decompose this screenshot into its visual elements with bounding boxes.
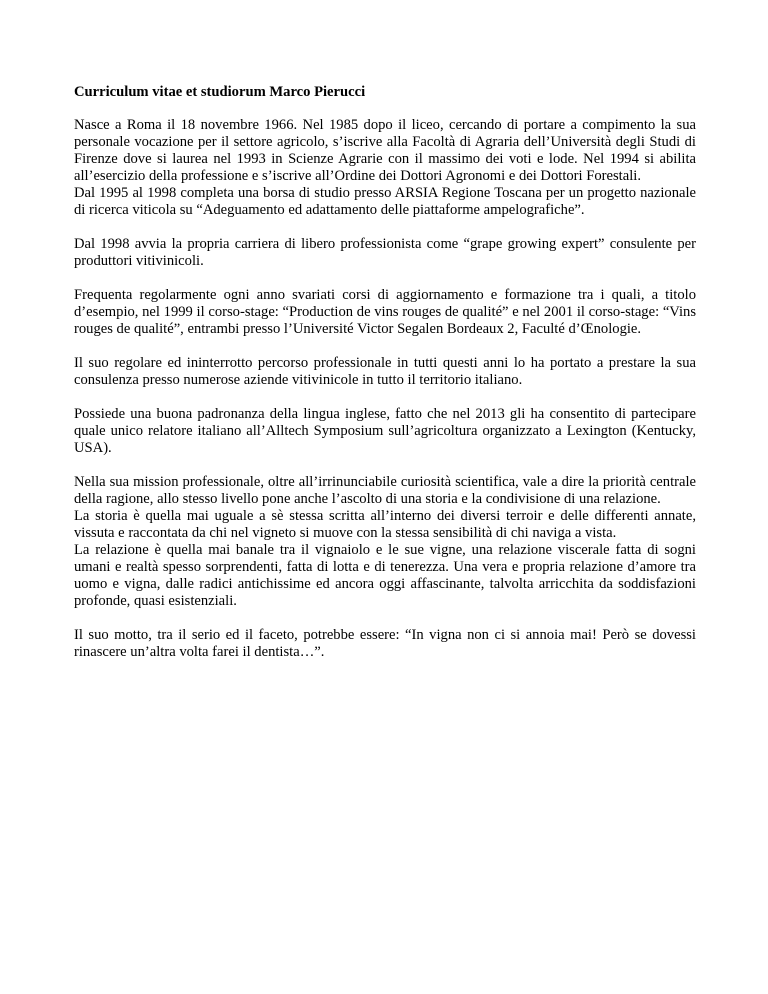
- paragraph-career-start: [74, 236, 696, 270]
- paragraph-line: Dal 1998 avvia la propria carriera di libero professionista come “grape growing expert” consulente per produttori vitivinicoli.: [74, 236, 696, 269]
- paragraph-line: Possiede una buona padronanza della lingua inglese, fatto che nel 2013 gli ha consentito di partecipare quale unico relatore italiano all’Alltech Symposium sull’agricoltura organizzato a Lexington (Kentucky, USA).: [74, 406, 696, 456]
- paragraph-consulting: [74, 355, 696, 389]
- paragraph-motto: [74, 627, 696, 661]
- paragraph-line: Nella sua mission professionale, oltre all’irrinunciabile curiosità scientifica, vale a dire la priorità centrale della ragione, allo stesso livello pone anche l’ascolto di una storia e la condivisione di una relazione.: [74, 474, 696, 507]
- paragraph-line: Il suo regolare ed ininterrotto percorso professionale in tutti questi anni lo ha portato a prestare la sua consulenza presso numerose aziende vitivinicole in tutto il territorio italiano.: [74, 355, 696, 388]
- document-page: [74, 84, 696, 678]
- paragraph-birth-education: [74, 117, 696, 219]
- document-title: Curriculum vitae et studiorum Marco Pierucci: [74, 84, 366, 100]
- paragraph-training: [74, 287, 696, 338]
- paragraph-line: Dal 1995 al 1998 completa una borsa di studio presso ARSIA Regione Toscana per un progetto nazionale di ricerca viticola su “Adeguamento ed adattamento delle piattaforme ampelografiche”.: [74, 185, 696, 218]
- paragraph-line: Frequenta regolarmente ogni anno svariati corsi di aggiornamento e formazione tra i quali, a titolo d’esempio, nel 1999 il corso-stage: “Production de vins rouges de qualité” e nel 2001 il corso-stage: “Vins rouges de qualité”, entrambi presso l’Université Victor Segalen Bordeaux 2, Faculté d’Œnologie.: [74, 287, 696, 337]
- paragraph-language: [74, 406, 696, 457]
- paragraph-line: La storia è quella mai uguale a sè stessa scritta all’interno dei diversi terroir e delle differenti annate, vissuta e raccontata da chi nel vigneto si muove con la stessa sensibilità di chi naviga a vista.: [74, 508, 696, 541]
- paragraph-mission: [74, 474, 696, 610]
- paragraph-line: La relazione è quella mai banale tra il vignaiolo e le sue vigne, una relazione viscerale fatta di sogni umani e realtà spesso sorprendenti, fatta di lotta e di tenerezza. Una vera e propria relazione d’amore tra uomo e vigna, dalle radici antichissime ed ancora oggi affascinante, talvolta arricchita da soddisfazioni profonde, quasi esistenziali.: [74, 542, 696, 609]
- paragraph-line: Nasce a Roma il 18 novembre 1966. Nel 1985 dopo il liceo, cercando di portare a compimento la sua personale vocazione per il settore agricolo, s’iscrive alla Facoltà di Agraria dell’Università degli Studi di Firenze dove si laurea nel 1993 in Scienze Agrarie con il massimo dei voti e lode. Nel 1994 si abilita all’esercizio della professione e s’iscrive all’Ordine dei Dottori Agronomi e dei Dottori Forestali.: [74, 117, 696, 184]
- paragraph-line: Il suo motto, tra il serio ed il faceto, potrebbe essere: “In vigna non ci si annoia mai! Però se dovessi rinascere un’altra volta farei il dentista…”.: [74, 627, 696, 660]
